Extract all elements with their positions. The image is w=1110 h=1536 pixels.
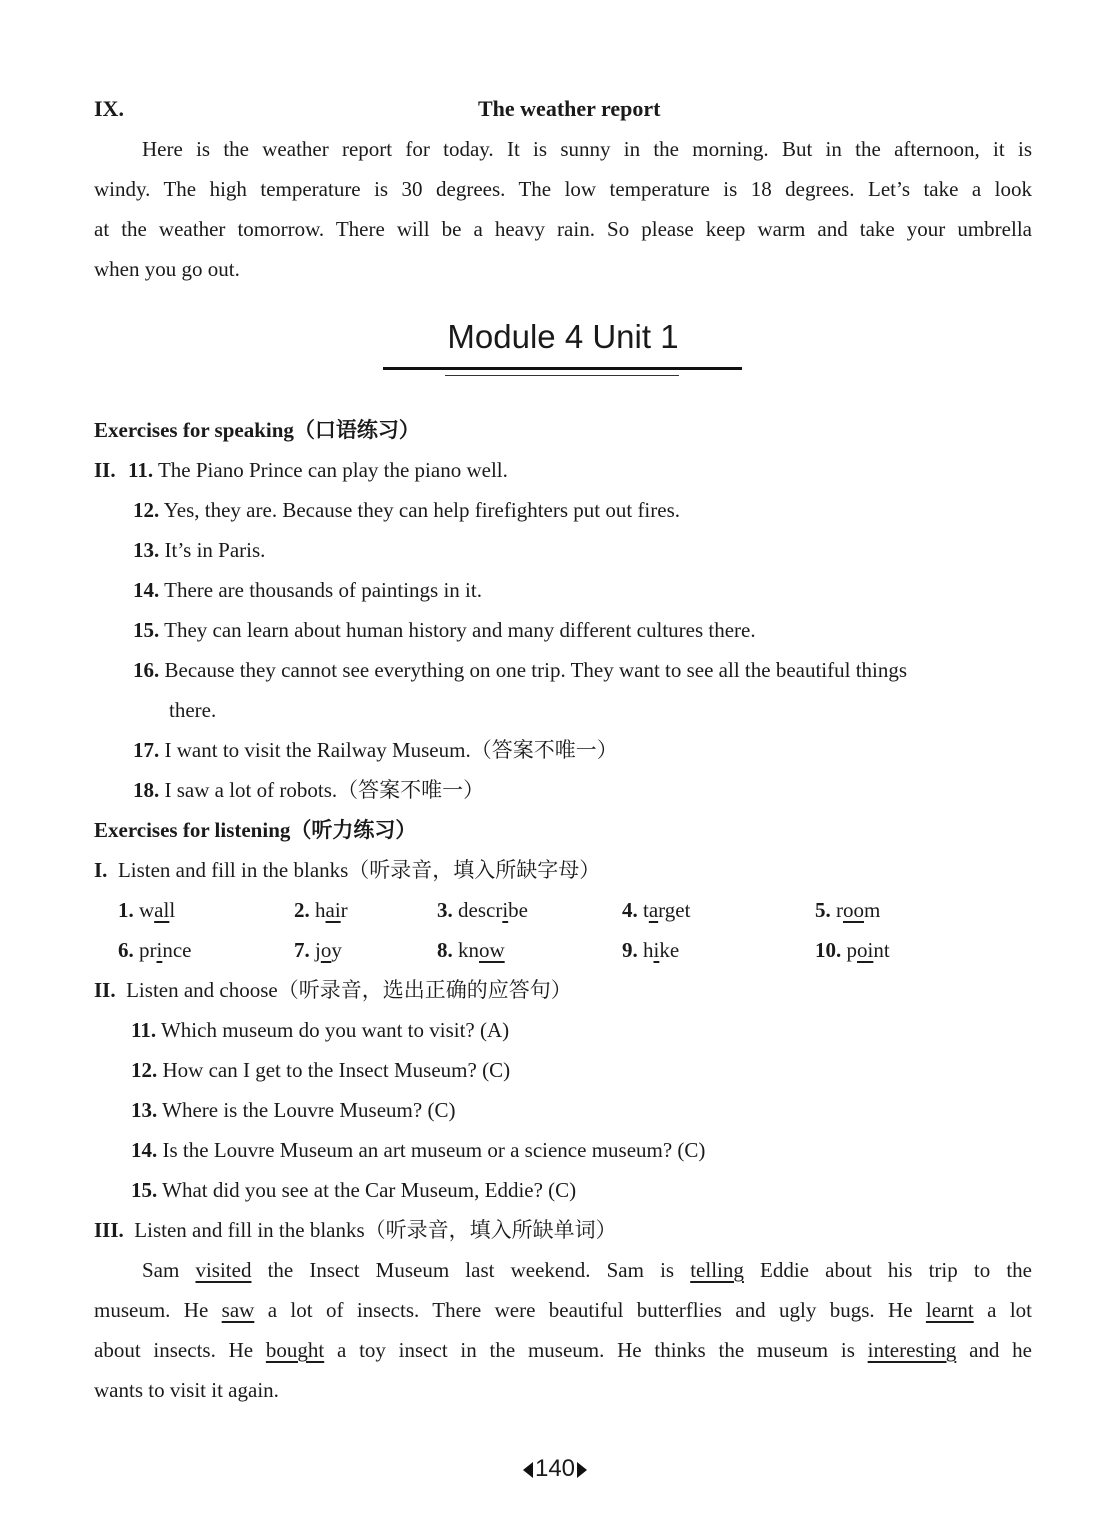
part3-label: III. [94, 1218, 124, 1242]
letter-answer [294, 930, 342, 970]
paragraph-line: windy. The high temperature is 30 degrees. The low temperature is 18 degrees. Let’s take a look [94, 177, 1032, 201]
answer-word: room [836, 898, 881, 922]
right-arrow-icon [577, 1462, 587, 1478]
part3-instruction [94, 1210, 617, 1250]
item-text: They can learn about human history and many different cultures there. [159, 618, 756, 642]
choose-item [131, 1130, 705, 1170]
item-text: What did you see at the Car Museum, Eddie? (C) [157, 1178, 577, 1202]
paragraph-line: wants to visit it again. [94, 1378, 279, 1402]
answer-word: hike [643, 938, 680, 962]
filled-letters: i [653, 938, 660, 962]
filled-letters: al [154, 898, 170, 922]
item-number: 3. [437, 898, 453, 922]
item-text: I saw a lot of robots.（答案不唯一） [159, 778, 485, 802]
item-text: Where is the Louvre Museum? (C) [157, 1098, 456, 1122]
letter-answer [437, 930, 505, 970]
left-arrow-icon [523, 1462, 533, 1478]
part2-label: II. [94, 978, 116, 1002]
answer-word: hair [315, 898, 348, 922]
heading-rule-thin [445, 375, 679, 376]
item-number: 1. [118, 898, 134, 922]
heading-rule-thick [383, 367, 742, 370]
answer-word: know [458, 938, 505, 962]
part2-instruction-text: Listen and choose（听录音，选出正确的应答句） [126, 978, 572, 1002]
paragraph-line: when you go out. [94, 257, 240, 281]
page-number-text: 140 [534, 1455, 576, 1482]
item-number: 5. [815, 898, 831, 922]
item-number: 14. [131, 1138, 158, 1162]
paragraph-line: at the weather tomorrow. There will be a heavy rain. So please keep warm and take your umbrella [94, 217, 1032, 241]
letter-answer [815, 890, 880, 930]
filled-letters: oo [843, 898, 864, 922]
listening-heading: Exercises for listening（听力练习） [94, 818, 417, 842]
filled-word: saw [221, 1298, 255, 1322]
item-text: How can I get to the Insect Museum? (C) [157, 1058, 511, 1082]
speaking-item [133, 650, 907, 690]
choose-item [131, 1090, 455, 1130]
page-number [500, 1455, 610, 1483]
item-number: 18. [133, 778, 160, 802]
paragraph-line: museum. He saw a lot of insects. There were beautiful butterflies and ugly bugs. He learnt a lot [94, 1298, 1032, 1322]
item-text: It’s in Paris. [159, 538, 266, 562]
item-number: 7. [294, 938, 310, 962]
speaking-item [133, 530, 265, 570]
speaking-roman-label: II. [94, 458, 116, 482]
choose-item [131, 1050, 510, 1090]
item-number: 13. [133, 538, 160, 562]
filled-letters: ai [325, 898, 341, 922]
letter-answer [622, 890, 690, 930]
answer-word: wall [139, 898, 176, 922]
item-number: 2. [294, 898, 310, 922]
item-continuation: there. [169, 698, 217, 722]
paragraph-line: about insects. He bought a toy insect in the museum. He thinks the museum is interesting and he [94, 1338, 1032, 1362]
item-number: 8. [437, 938, 453, 962]
item-text: Because they cannot see everything on one trip. They want to see all the beautiful things [159, 658, 908, 682]
paragraph-line: Sam visited the Insect Museum last weekend. Sam is telling Eddie about his trip to the [142, 1258, 1032, 1282]
section-title: The weather report [478, 96, 661, 121]
part3-instruction-text: Listen and fill in the blanks（听录音，填入所缺单词） [134, 1218, 617, 1242]
speaking-item [133, 770, 484, 810]
speaking-heading: Exercises for speaking（口语练习） [94, 418, 420, 442]
item-number: 12. [131, 1058, 158, 1082]
item-number: 9. [622, 938, 638, 962]
answer-word: prince [139, 938, 192, 962]
letter-answer [437, 890, 528, 930]
letter-answer [118, 930, 192, 970]
filled-letters: i [156, 938, 163, 962]
answer-word: point [846, 938, 890, 962]
item-number: 16. [133, 658, 160, 682]
speaking-item [128, 450, 508, 490]
item-text: The Piano Prince can play the piano well. [153, 458, 508, 482]
section-label: IX. [94, 96, 124, 121]
filled-word: bought [265, 1338, 325, 1362]
item-number: 17. [133, 738, 160, 762]
part1-label: I. [94, 858, 108, 882]
answer-word: joy [315, 938, 342, 962]
part1-instruction-text: Listen and fill in the blanks（听录音，填入所缺字母） [117, 858, 601, 882]
item-number: 13. [131, 1098, 158, 1122]
filled-word: telling [690, 1258, 744, 1282]
item-number: 11. [131, 1018, 157, 1042]
filled-letters: i [502, 898, 509, 922]
choose-item [131, 1010, 509, 1050]
item-number: 4. [622, 898, 638, 922]
item-number: 15. [133, 618, 160, 642]
filled-letters: ow [479, 938, 505, 962]
part1-instruction [94, 850, 600, 890]
item-number: 10. [815, 938, 842, 962]
item-number: 15. [131, 1178, 158, 1202]
filled-word: interesting [867, 1338, 957, 1362]
speaking-item [133, 490, 680, 530]
item-number: 11. [128, 458, 154, 482]
part3-paragraph [94, 1250, 1032, 1410]
choose-item [131, 1170, 576, 1210]
filled-letters: o [320, 938, 332, 962]
item-text: Yes, they are. Because they can help firefighters put out fires. [159, 498, 681, 522]
weather-report-paragraph [94, 129, 1032, 289]
paragraph-line: Here is the weather report for today. It is sunny in the morning. But in the afternoon, it is [142, 137, 1032, 161]
item-number: 14. [133, 578, 160, 602]
speaking-item [133, 730, 618, 770]
answer-word: describe [458, 898, 528, 922]
filled-word: learnt [925, 1298, 974, 1322]
speaking-item [133, 610, 756, 650]
filled-letters: a [648, 898, 659, 922]
item-number: 12. [133, 498, 160, 522]
item-text: There are thousands of paintings in it. [159, 578, 482, 602]
item-text: Is the Louvre Museum an art museum or a science museum? (C) [157, 1138, 706, 1162]
item-text: Which museum do you want to visit? (A) [156, 1018, 510, 1042]
filled-word: visited [195, 1258, 252, 1282]
speaking-item [133, 570, 482, 610]
answer-word: target [643, 898, 691, 922]
module-heading: Module 4 Unit 1 [447, 318, 679, 355]
item-number: 6. [118, 938, 134, 962]
item-text: I want to visit the Railway Museum.（答案不唯一） [159, 738, 618, 762]
letter-answer [815, 930, 890, 970]
letter-answer [118, 890, 175, 930]
filled-letters: oi [857, 938, 874, 962]
letter-answer [622, 930, 679, 970]
part2-instruction [94, 970, 572, 1010]
letter-answer [294, 890, 348, 930]
